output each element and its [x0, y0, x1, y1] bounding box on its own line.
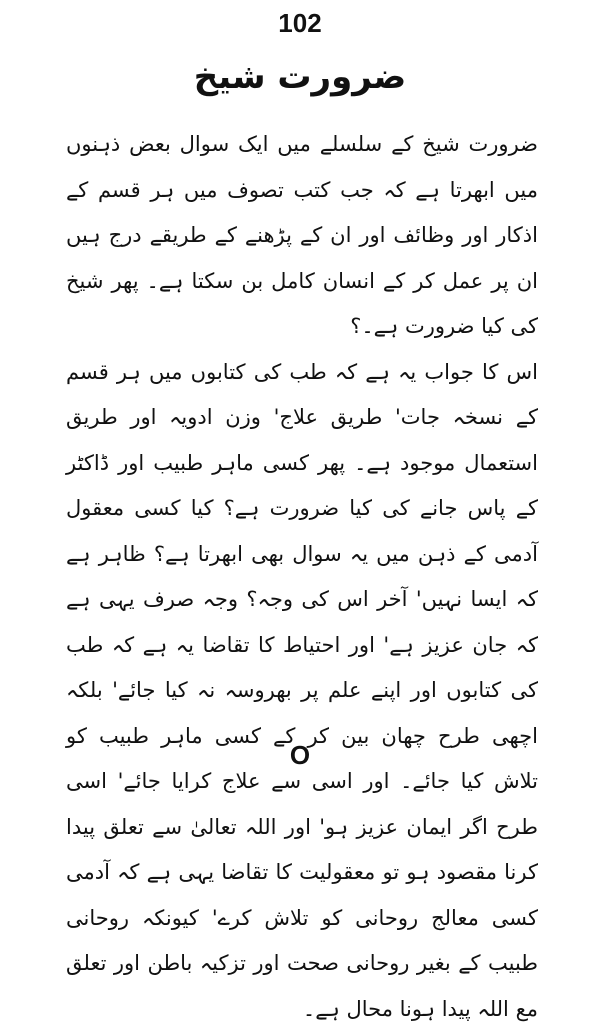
page-title: ضرورت شیخ	[0, 52, 600, 102]
body-text	[66, 122, 538, 1032]
page-number: 102	[0, 8, 600, 38]
paragraph: اس کا جواب یہ ہے کہ طب کی کتابوں میں ہر قسم کے نسخہ جات' طریق علاج' وزن ادویہ اور طریق استعمال موجود ہے۔ پھر کسی ماہر طبیب اور ڈاکٹر کے پاس جانے کی کیا ضرورت ہے؟ کیا کسی معقول آدمی کے ذہن میں یہ سوال بھی ابھرتا ہے؟ ظاہر ہے کہ ایسا نہیں' آخر اس کی وجہ؟ وجہ صرف یہی ہے کہ جان عزیز ہے' اور احتیاط کا تقاضا یہ ہے کہ طب کی کتابوں اور اپنے علم پر بھروسہ نہ کیا جائے' بلکہ اچھی طرح چھان بین کر کے کسی ماہر طبیب کو تلاش کیا جائے۔ اور اسی سے علاج کرایا جائے' اسی طرح اگر ایمان عزیز ہو' اور اللہ تعالیٰ سے تعلق پیدا کرنا مقصود ہو تو معقولیت کا تقاضا یہی ہے کہ آدمی کسی معالج روحانی کو تلاش کرے' کیونکہ روحانی طبیب کے بغیر روحانی صحت اور تزکیہ باطن اور تعلق مع اللہ پیدا ہونا محال ہے۔	[66, 350, 538, 1032]
paragraph: ضرورت شیخ کے سلسلے میں ایک سوال بعض ذہنوں میں ابھرتا ہے کہ جب کتب تصوف میں ہر قسم کے اذکار اور وظائف اور ان کے پڑھنے کے طریقے درج ہیں ان پر عمل کر کے انسان کامل بن سکتا ہے۔ پھر شیخ کی کیا ضرورت ہے۔؟	[66, 122, 538, 350]
section-end-mark: O	[0, 740, 600, 770]
